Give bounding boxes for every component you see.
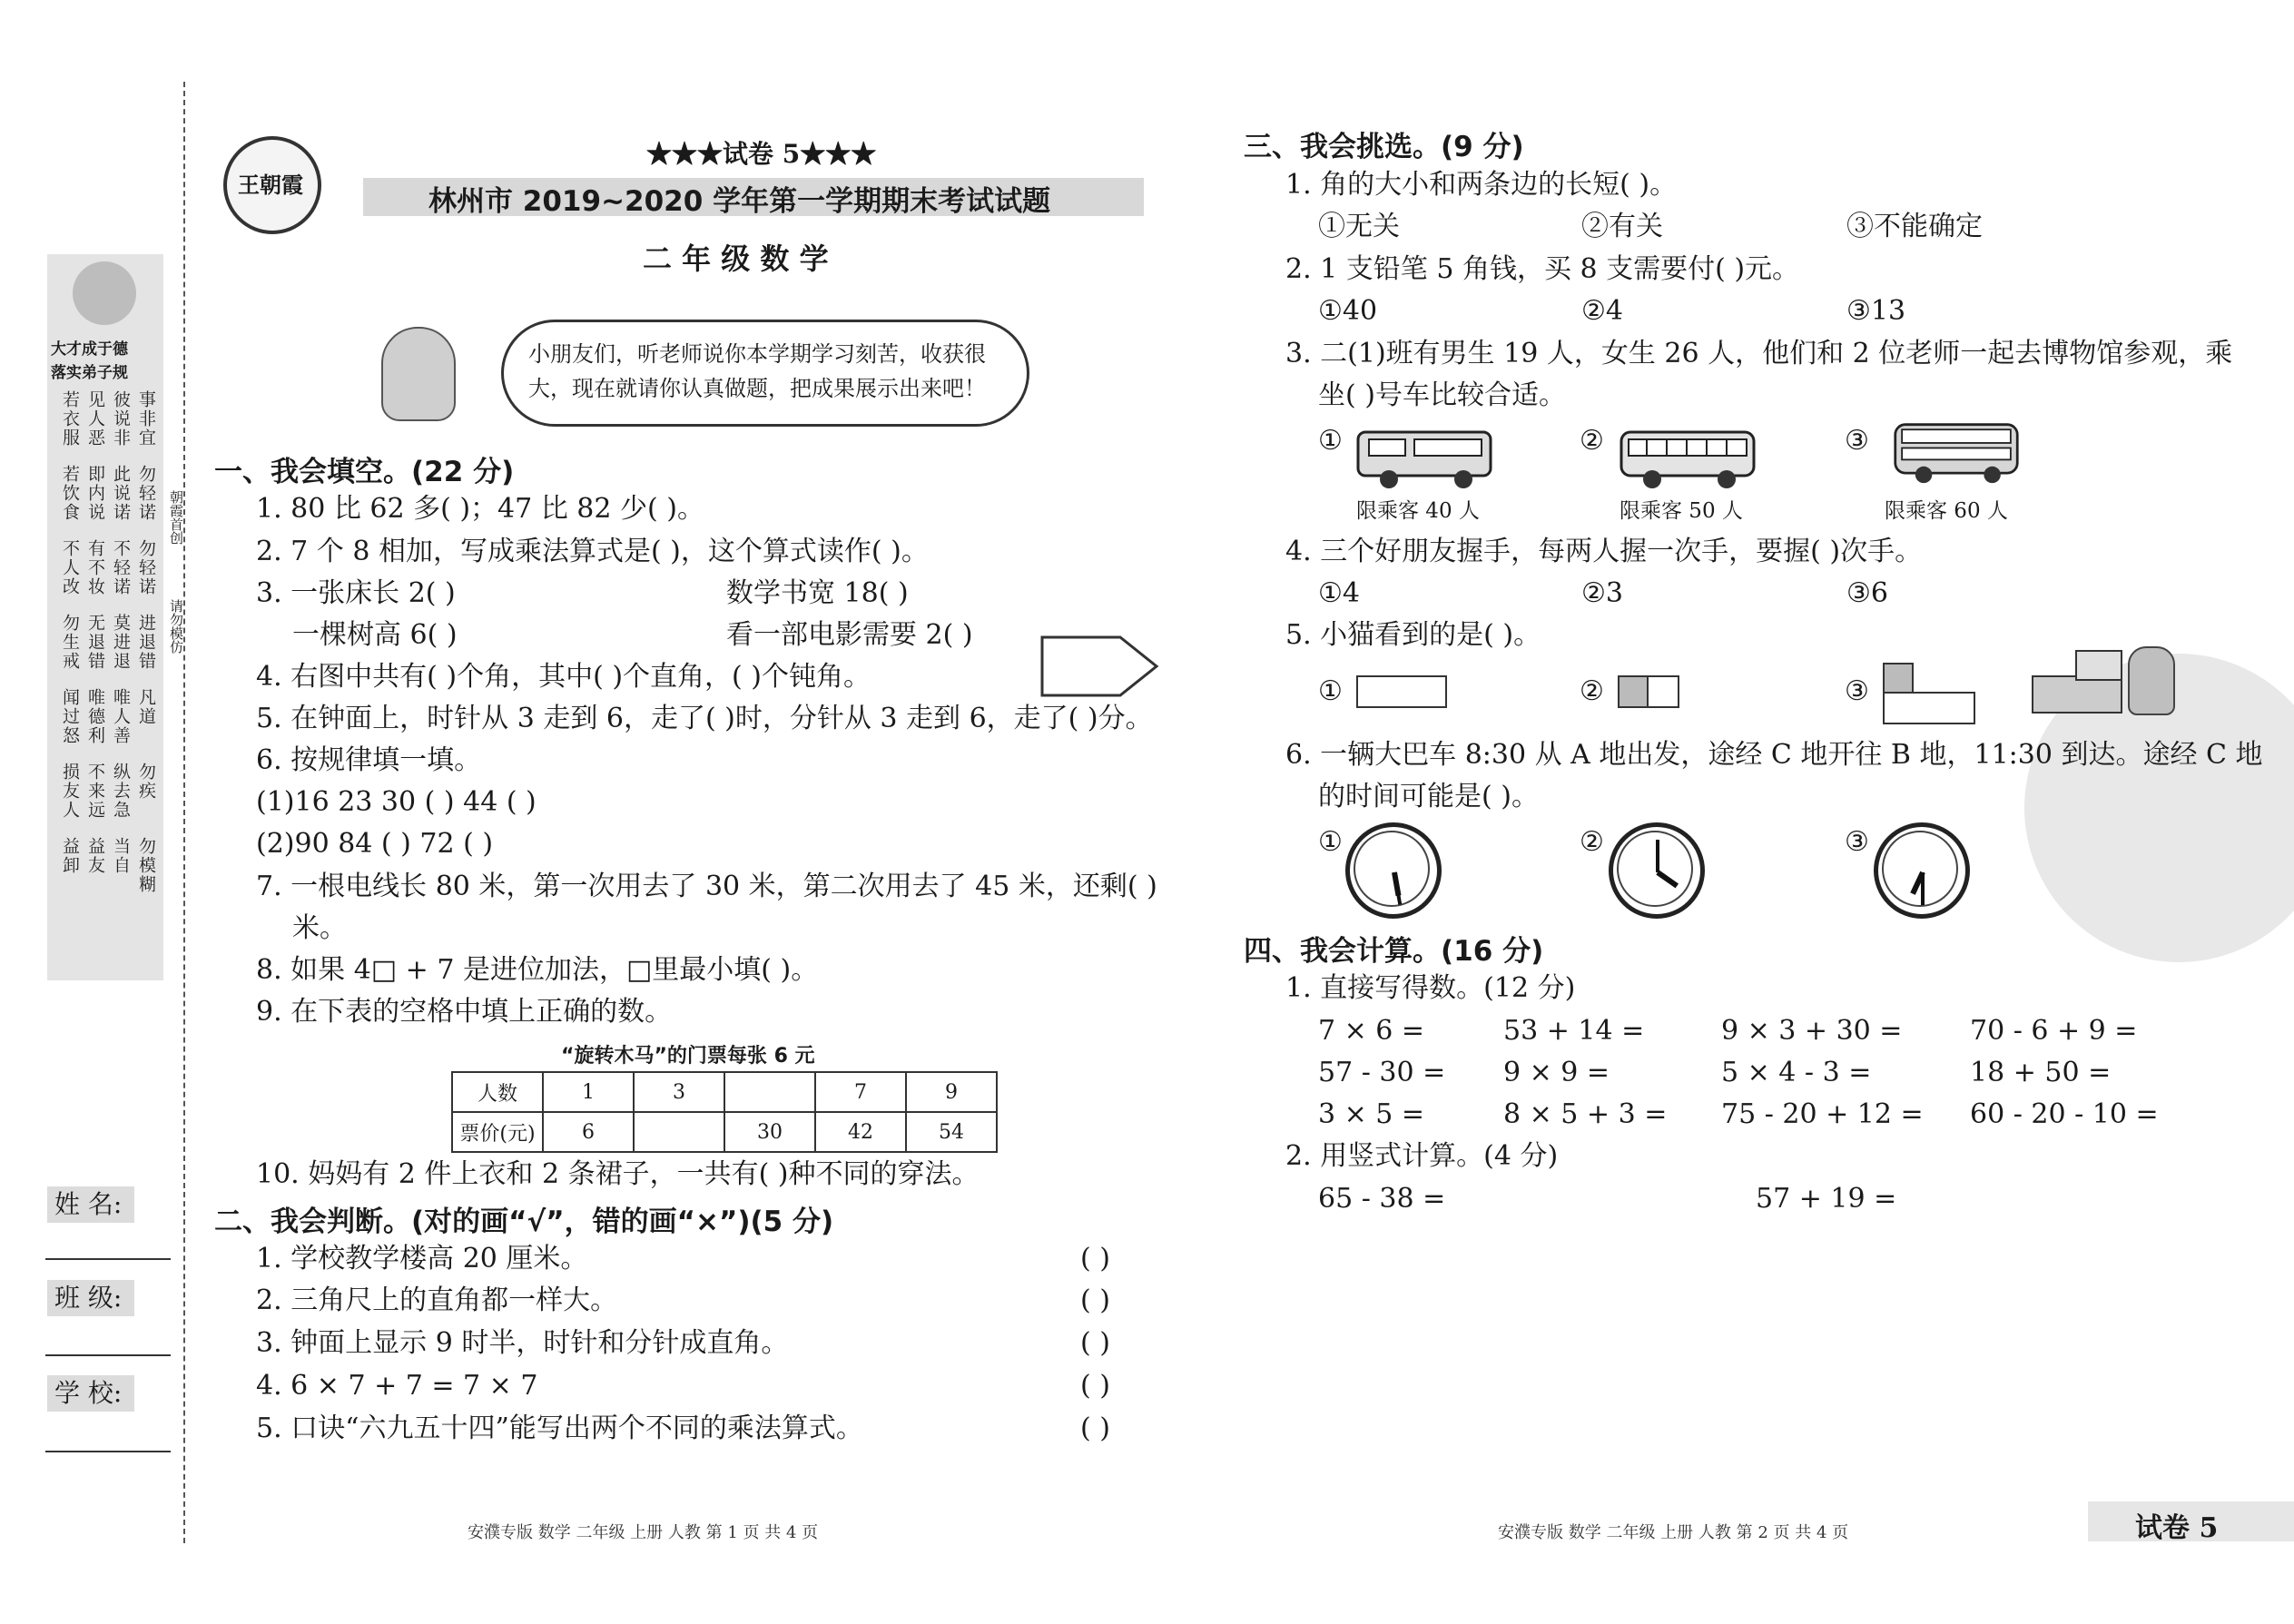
p2-item-2: 2. 三角尺上的直角都一样大。 <box>256 1284 618 1316</box>
calc-item: 53 + 14 = <box>1503 1015 1645 1047</box>
p3-q6a: 6. 一辆大巴车 8:30 从 A 地出发，途经 C 地开往 B 地，11:30 到达。途经 C 地 <box>1285 739 2263 771</box>
calc-item: 5 × 4 - 3 = <box>1721 1057 1872 1088</box>
sidebar-verse: 唯人善 <box>111 688 131 745</box>
table-cell: 9 <box>906 1072 997 1112</box>
table-cell-blank[interactable] <box>634 1112 724 1152</box>
clock-icon <box>1609 822 1705 919</box>
p3-q3-cap2: 限乘客 50 人 <box>1620 499 1743 523</box>
p3-q3-cap1: 限乘客 40 人 <box>1356 499 1480 523</box>
speech-line-1: 小朋友们，听老师说你本学期学习刻苦，收获很 <box>528 341 986 367</box>
p3-q4: 4. 三个好朋友握手，每两人握一次手，要握( )次手。 <box>1285 536 1923 567</box>
p1-q1: 1. 80 比 62 多( )；47 比 82 少( )。 <box>256 493 704 525</box>
calc-item: 18 + 50 = <box>1970 1057 2112 1088</box>
p4-sub2: 2. 用竖式计算。(4 分) <box>1285 1140 1559 1172</box>
sidebar-verse: 无退错 <box>85 614 105 671</box>
p3-q1: 1. 角的大小和两条边的长短( )。 <box>1285 169 1678 201</box>
p2-answer-3[interactable]: ( ) <box>1080 1327 1110 1359</box>
paper-tag: ★★★试卷 5★★★ <box>646 139 877 169</box>
cat-icon <box>2128 646 2175 715</box>
footer-left: 安濮专版 数学 二年级 上册 人教 第 1 页 共 4 页 <box>468 1523 819 1542</box>
p3-q3a: 3. 二(1)班有男生 19 人，女生 26 人，他们和 2 位老师一起去博物馆参观，乘 <box>1285 338 2233 369</box>
p3-q6b: 的时间可能是( )。 <box>1318 781 1539 812</box>
sidebar-verse: 勿生戒 <box>60 614 80 671</box>
p3-q5-num3[interactable]: ③ <box>1845 675 1869 707</box>
p3-q6-num3[interactable]: ③ <box>1845 826 1869 858</box>
p2-answer-4[interactable]: ( ) <box>1080 1370 1110 1402</box>
view-option-3a <box>1883 663 1914 694</box>
p4-sub1: 1. 直接写得数。(12 分) <box>1285 972 1576 1004</box>
cut-line <box>183 82 185 1543</box>
p3-q3-cap3: 限乘客 60 人 <box>1885 499 2008 523</box>
table-cell: 54 <box>906 1112 997 1152</box>
p4-vert-1: 65 - 38 = <box>1318 1183 1446 1215</box>
sidebar-verse: 勿轻诺 <box>136 465 156 522</box>
class-field[interactable] <box>45 1354 171 1356</box>
sidebar-verse: 莫进退 <box>111 614 131 671</box>
sidebar-verse: 勿疾 <box>136 763 156 801</box>
sidebar-verse: 勿轻诺 <box>136 539 156 596</box>
solid-figure-top <box>2075 650 2122 681</box>
table-cell: 42 <box>815 1112 906 1152</box>
school-label: 学 校: <box>47 1375 134 1412</box>
p3-q2-opt1[interactable]: ①40 <box>1318 295 1378 327</box>
table-cell: 6 <box>543 1112 634 1152</box>
mascot-icon <box>73 261 136 325</box>
p3-q4-opt2[interactable]: ②3 <box>1581 577 1623 609</box>
p3-q3-num3[interactable]: ③ <box>1845 425 1869 457</box>
table-cell: 30 <box>724 1112 815 1152</box>
p3-q1-opt3[interactable]: ③不能确定 <box>1846 211 1983 242</box>
p3-q1-opt2[interactable]: ②有关 <box>1581 211 1663 242</box>
part1-title: 一、我会填空。(22 分) <box>214 456 515 488</box>
footer-tag: 试卷 5 <box>2135 1512 2219 1544</box>
p1-q6: 6. 按规律填一填。 <box>256 744 482 776</box>
part3-title: 三、我会挑选。(9 分) <box>1244 131 1524 163</box>
table-cell: 人数 <box>452 1072 543 1112</box>
table-cell: 7 <box>815 1072 906 1112</box>
p1-q3c: 一棵树高 6( ) <box>292 619 458 651</box>
p3-q3b: 坐( )号车比较合适。 <box>1318 379 1566 411</box>
part4-title: 四、我会计算。(16 分) <box>1244 935 1544 968</box>
p2-answer-1[interactable]: ( ) <box>1080 1243 1110 1275</box>
sidebar-verse: 损友人 <box>60 763 80 820</box>
p2-item-3: 3. 钟面上显示 9 时半，时针和分针成直角。 <box>256 1327 789 1359</box>
sidebar-verse: 若饮食 <box>60 465 80 522</box>
p4-vert-2: 57 + 19 = <box>1756 1183 1897 1215</box>
sidebar-verse: 不来远 <box>85 763 105 820</box>
class-label: 班 级: <box>47 1280 134 1316</box>
name-field[interactable] <box>45 1258 171 1260</box>
p3-q5-num1[interactable]: ① <box>1318 675 1343 707</box>
p3-q3-num2[interactable]: ② <box>1580 425 1604 457</box>
sidebar-verse: 凡道 <box>136 688 156 726</box>
p1-q2: 2. 7 个 8 相加，写成乘法算式是( )，这个算式读作( )。 <box>256 536 929 567</box>
sidebar-verse: 益卸 <box>60 837 80 875</box>
sidebar-verse: 见人恶 <box>85 390 105 448</box>
table-caption: “旋转木马”的门票每张 6 元 <box>561 1045 815 1068</box>
clock-icon <box>1345 822 1442 919</box>
calc-item: 9 × 3 + 30 = <box>1721 1015 1903 1047</box>
p3-q5: 5. 小猫看到的是( )。 <box>1285 619 1541 651</box>
girl-illustration <box>381 327 456 421</box>
sidebar-verse: 纵去急 <box>111 763 131 820</box>
sidebar-verse: 彼说非 <box>111 390 131 448</box>
logo-text: 王朝霞 <box>238 172 303 198</box>
p1-q5: 5. 在钟面上，时针从 3 走到 6，走了( )时，分针从 3 走到 6，走了( )分。 <box>256 703 1153 734</box>
solid-figure <box>2032 675 2122 714</box>
sidebar-verse: 当自 <box>111 837 131 875</box>
brand-logo <box>223 136 321 234</box>
p3-q3-num1[interactable]: ① <box>1318 425 1343 457</box>
table-cell-blank[interactable] <box>724 1072 815 1112</box>
p3-q5-num2[interactable]: ② <box>1580 675 1604 707</box>
sidebar-motto-2: 落实弟子规 <box>51 364 128 382</box>
calc-item: 57 - 30 = <box>1318 1057 1446 1088</box>
ticket-table <box>451 1071 998 1153</box>
calc-item: 75 - 20 + 12 = <box>1721 1098 1924 1130</box>
view-option-2b <box>1647 675 1679 708</box>
clock-icon <box>1874 822 1970 919</box>
calc-item: 60 - 20 - 10 = <box>1970 1098 2159 1130</box>
p3-q2-opt3[interactable]: ③13 <box>1846 295 1906 327</box>
sidebar-verse: 闻过怒 <box>60 688 80 745</box>
calc-item: 70 - 6 + 9 = <box>1970 1015 2138 1047</box>
table-row <box>452 1112 997 1152</box>
bus-icon <box>1888 421 2024 485</box>
bus-icon <box>1356 427 1492 490</box>
p3-q6-num1[interactable]: ① <box>1318 826 1343 858</box>
name-label: 姓 名: <box>47 1186 134 1223</box>
sidebar-verse: 即内说 <box>85 465 105 522</box>
margin-note-2: 请勿模仿 <box>168 599 184 654</box>
p3-q6-num2[interactable]: ② <box>1580 826 1604 858</box>
view-option-1 <box>1356 675 1447 708</box>
sidebar-verse: 不轻诺 <box>111 539 131 596</box>
p2-answer-5[interactable]: ( ) <box>1080 1412 1110 1444</box>
p3-q2-opt2[interactable]: ②4 <box>1581 295 1623 327</box>
school-field[interactable] <box>45 1451 171 1452</box>
sidebar-verse: 进退错 <box>136 614 156 671</box>
sidebar-verse: 益友 <box>85 837 105 875</box>
p3-q2: 2. 1 支铅笔 5 角钱，买 8 支需要付( )元。 <box>1285 253 1800 285</box>
p1-q4: 4. 右图中共有( )个角，其中( )个直角，( )个钝角。 <box>256 661 871 693</box>
p1-q3a: 3. 一张床长 2( ) <box>256 577 456 609</box>
sidebar-verse: 有不妆 <box>85 539 105 596</box>
sidebar-verse: 若衣服 <box>60 390 80 448</box>
p2-answer-2[interactable]: ( ) <box>1080 1284 1110 1316</box>
sidebar-motto-1: 大才成于德 <box>51 340 128 359</box>
table-cell: 1 <box>543 1072 634 1112</box>
p2-item-1: 1. 学校教学楼高 20 厘米。 <box>256 1243 588 1275</box>
calc-item: 9 × 9 = <box>1503 1057 1610 1088</box>
p1-q3b: 数学书宽 18( ) <box>726 577 909 609</box>
bus-icon <box>1620 427 1756 490</box>
p1-q9: 9. 在下表的空格中填上正确的数。 <box>256 996 673 1028</box>
calc-item: 8 × 5 + 3 = <box>1503 1098 1668 1130</box>
sidebar-verse: 此说诺 <box>111 465 131 522</box>
speech-line-2: 大，现在就请你认真做题，把成果展示出来吧！ <box>528 376 986 401</box>
p2-item-4: 4. 6 × 7 + 7 = 7 × 7 <box>256 1370 538 1402</box>
p1-q3d: 看一部电影需要 2( ) <box>726 619 973 651</box>
footer-right: 安濮专版 数学 二年级 上册 人教 第 2 页 共 4 页 <box>1498 1523 1849 1542</box>
table-cell: 票价(元) <box>452 1112 543 1152</box>
sidebar-verse: 勿模糊 <box>136 837 156 894</box>
sidebar-verse: 唯德利 <box>85 688 105 745</box>
p1-q6a: (1)16 23 30 ( ) 44 ( ) <box>256 786 537 818</box>
p2-item-5: 5. 口诀“六九五十四”能写出两个不同的乘法算式。 <box>256 1412 863 1444</box>
calc-item: 3 × 5 = <box>1318 1098 1425 1130</box>
p1-q8: 8. 如果 4□ + 7 是进位加法，□里最小填( )。 <box>256 954 819 986</box>
pentagon-figure <box>1040 635 1160 697</box>
p1-q7b: 米。 <box>292 912 347 944</box>
p3-q1-opt1[interactable]: ①无关 <box>1318 211 1400 242</box>
subject-title: 二 年 级 数 学 <box>643 241 829 276</box>
p1-q10: 10. 妈妈有 2 件上衣和 2 条裙子，一共有( )种不同的穿法。 <box>256 1158 980 1190</box>
calc-item: 7 × 6 = <box>1318 1015 1425 1047</box>
margin-note-1: 朝霞首创 <box>168 490 184 545</box>
view-option-2 <box>1618 675 1649 708</box>
p3-q4-opt1[interactable]: ①4 <box>1318 577 1360 609</box>
table-row <box>452 1072 997 1112</box>
p1-q7a: 7. 一根电线长 80 米，第一次用去了 30 米，第二次用去了 45 米，还剩( ) <box>256 871 1157 902</box>
view-option-3b <box>1883 692 1975 724</box>
sidebar-verse: 不人改 <box>60 539 80 596</box>
p3-q4-opt3[interactable]: ③6 <box>1846 577 1888 609</box>
table-cell: 3 <box>634 1072 724 1112</box>
part2-title: 二、我会判断。(对的画“√”，错的画“×”)(5 分) <box>214 1206 834 1238</box>
exam-title: 林州市 2019~2020 学年第一学期期末考试试题 <box>428 185 1051 218</box>
p1-q6b: (2)90 84 ( ) 72 ( ) <box>256 828 494 860</box>
sidebar-verse: 事非宜 <box>136 390 156 448</box>
